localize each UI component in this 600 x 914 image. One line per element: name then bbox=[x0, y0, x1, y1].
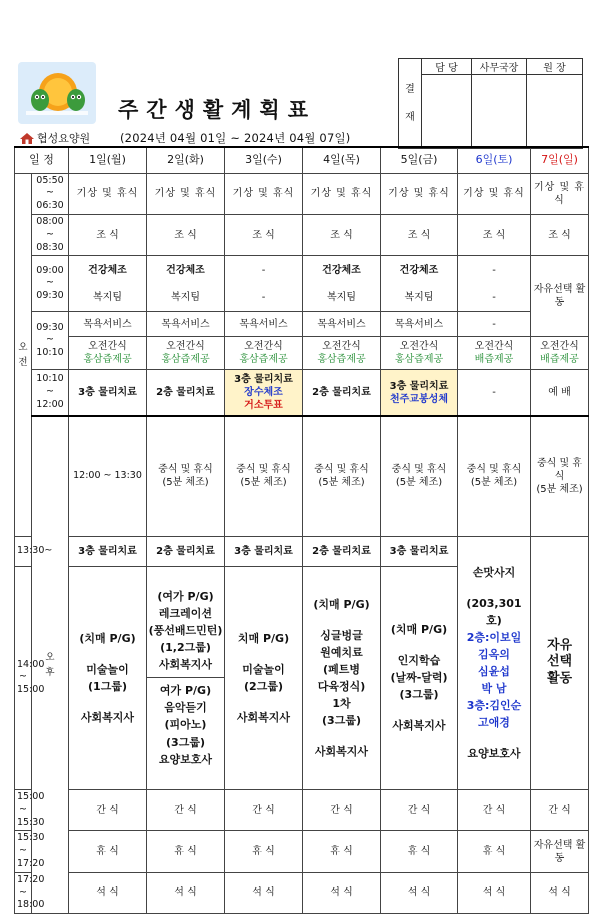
red-ginseng-label: 홍삼즙제공 bbox=[317, 354, 366, 366]
event-line: 미술놀이 bbox=[242, 662, 285, 676]
cell-dinner: 석 식 bbox=[69, 872, 147, 913]
cell-event-fri bbox=[381, 566, 458, 789]
corner-header: 일 정 bbox=[15, 147, 69, 173]
cell-snack-pm: 간 식 bbox=[381, 789, 458, 830]
sunrise-mascot-logo bbox=[18, 62, 96, 124]
weekly-schedule-table bbox=[14, 146, 589, 914]
lunch-label: 중식 및 휴식 bbox=[537, 457, 582, 482]
cell-pt2: 2층 물리치료 bbox=[147, 370, 225, 416]
pt3-label: 3층 물리치료 bbox=[234, 374, 293, 386]
cell-pt3: 3층 물리치료 bbox=[381, 536, 458, 566]
event-line: 박 남 bbox=[481, 681, 507, 695]
cell-dinner: 석 식 bbox=[303, 872, 381, 913]
cell-rest: 휴 식 bbox=[381, 831, 458, 872]
cell-snack-pm: 간 식 bbox=[225, 789, 303, 830]
event-line: 사회복지사 bbox=[236, 710, 291, 724]
day-header-wed: 3일(수) bbox=[225, 147, 303, 173]
event-line: (203,301호) bbox=[466, 596, 522, 627]
event-line: 선택 bbox=[546, 654, 573, 670]
house-icon bbox=[20, 133, 34, 144]
cell-snack-pm: 간 식 bbox=[303, 789, 381, 830]
cell-snack-pm: 간 식 bbox=[531, 789, 589, 830]
cell-dinner: 석 식 bbox=[147, 872, 225, 913]
cell-wake: 기상 및 휴식 bbox=[303, 173, 381, 214]
time-slot: 15:00 ~ 15:30 bbox=[15, 789, 32, 830]
cell-rest: 휴 식 bbox=[458, 831, 531, 872]
lunch-sub-label: (5분 체조) bbox=[395, 477, 443, 489]
event-line: 다육정식) bbox=[317, 679, 366, 693]
red-ginseng-label: 홍삼즙제공 bbox=[161, 354, 210, 366]
cell-lunch bbox=[381, 416, 458, 537]
cell-empty bbox=[225, 256, 303, 312]
lunch-sub-label: (5분 체조) bbox=[318, 477, 365, 489]
event-line: 사회복지사 bbox=[392, 719, 446, 733]
exercise-label: 건강체조 bbox=[399, 264, 439, 276]
cell-wake: 기상 및 휴식 bbox=[225, 173, 303, 214]
event-line: 고애경 bbox=[478, 716, 510, 730]
cell-pt2: 2층 물리치료 bbox=[147, 536, 225, 566]
event-line: (3그룹) bbox=[166, 735, 205, 749]
welfare-label: 복지팀 bbox=[93, 291, 122, 303]
approval-sign-director[interactable] bbox=[527, 75, 583, 149]
cell-free-choice: 자유선택 활동 bbox=[531, 831, 589, 872]
event-line: (풍선배드민턴) bbox=[148, 624, 223, 638]
cell-free-choice: 자유선택 활동 bbox=[531, 256, 589, 337]
event-line: 인지학습 bbox=[397, 654, 441, 668]
day-header-thu: 4일(목) bbox=[303, 147, 381, 173]
cell-wake: 기상 및 휴식 bbox=[69, 173, 147, 214]
cell-breakfast: 조 식 bbox=[69, 214, 147, 255]
approval-sign-secretary[interactable] bbox=[472, 75, 527, 149]
welfare-label: 복지팀 bbox=[404, 291, 434, 303]
approval-side-label bbox=[399, 59, 422, 149]
welfare-label: 복지팀 bbox=[171, 291, 200, 303]
day-header-fri: 5일(금) bbox=[381, 147, 458, 173]
cell-lunch bbox=[147, 416, 225, 537]
lunch-sub-label: (5분 체조) bbox=[536, 483, 583, 495]
event-line: (치매 P/G) bbox=[390, 623, 448, 637]
event-line: 음악듣기 bbox=[164, 701, 207, 715]
time-slot: 15:30 ~ 17:20 bbox=[15, 831, 32, 872]
event-line: (치매 P/G) bbox=[313, 597, 370, 611]
event-line: 심윤섭 bbox=[478, 664, 510, 678]
cell-snack-pm: 간 식 bbox=[69, 789, 147, 830]
event-line: (1그룹) bbox=[88, 679, 127, 693]
event-line: 활동 bbox=[546, 671, 573, 687]
cell-exercise-welfare bbox=[381, 256, 458, 312]
day-header-tue: 2일(화) bbox=[147, 147, 225, 173]
event-line: 레크레이션 bbox=[158, 607, 213, 621]
cell-snack-am bbox=[303, 337, 381, 370]
pear-label: 배즙제공 bbox=[540, 354, 579, 366]
longevity-label: 장수체조 bbox=[244, 387, 283, 399]
am-label-2: 전 bbox=[18, 356, 28, 368]
event-line: 사회복지사 bbox=[80, 710, 135, 724]
time-slot: 10:10 ~ 12:00 bbox=[32, 370, 69, 416]
walk-label: 거소투표 bbox=[244, 400, 283, 412]
lunch-label: 중식 및 휴식 bbox=[391, 464, 447, 476]
event-line: (날짜-달력) bbox=[390, 671, 448, 685]
am-label bbox=[15, 173, 32, 536]
cell-snack-am bbox=[381, 337, 458, 370]
event-line: 사회복지사 bbox=[314, 745, 369, 759]
cell-wake: 기상 및 휴식 bbox=[531, 173, 589, 214]
cell-pt3: 3층 물리치료 bbox=[69, 370, 147, 416]
event-line: (치매 P/G) bbox=[79, 631, 136, 645]
cell-bath: 목욕서비스 bbox=[225, 312, 303, 337]
time-slot: 09:30 ~ 10:10 bbox=[32, 312, 69, 370]
approval-side-1: 결 bbox=[405, 83, 415, 95]
exercise-label: 건강체조 bbox=[166, 264, 205, 276]
cell-bath: 목욕서비스 bbox=[303, 312, 381, 337]
day-header-sun: 7일(일) bbox=[531, 147, 589, 173]
event-line: 미술놀이 bbox=[86, 662, 129, 676]
cell-event-sat bbox=[458, 536, 531, 789]
event-line: 1차 bbox=[332, 696, 351, 710]
dash: - bbox=[261, 264, 266, 276]
cell-worship: 예 배 bbox=[531, 370, 589, 416]
event-line: 여가 P/G) bbox=[159, 684, 212, 698]
lunch-label: 중식 및 휴식 bbox=[314, 464, 369, 476]
cell-snack-am bbox=[531, 337, 589, 370]
cell-event-tue bbox=[147, 566, 225, 789]
red-ginseng-label: 홍삼즙제공 bbox=[394, 354, 444, 366]
cell-dinner: 석 식 bbox=[225, 872, 303, 913]
approval-col-secretary: 사무국장 bbox=[472, 59, 527, 75]
tue-event-a bbox=[147, 586, 224, 678]
event-line: 손맛사지 bbox=[472, 565, 516, 579]
cell-empty bbox=[458, 256, 531, 312]
approval-box bbox=[398, 58, 583, 149]
approval-col-manager: 담 당 bbox=[422, 59, 472, 75]
schedule-period: (2024년 04월 01일 ~ 2024년 04월 07일) bbox=[120, 131, 351, 145]
cell-pt-catholic bbox=[381, 370, 458, 416]
am-label-1: 오 bbox=[18, 341, 28, 353]
event-line: 자유 bbox=[546, 637, 573, 653]
time-slot: 12:00 ~ 13:30 bbox=[69, 416, 147, 537]
snack-am-label: 오전간식 bbox=[322, 341, 361, 353]
organization bbox=[20, 130, 90, 146]
dash: - bbox=[492, 264, 496, 276]
approval-side-2: 재 bbox=[405, 111, 415, 123]
cell-pt2: 2층 물리치료 bbox=[303, 536, 381, 566]
cell-rest: 휴 식 bbox=[225, 831, 303, 872]
lunch-sub-label: (5분 체조) bbox=[240, 477, 287, 489]
cell-snack-pm: 간 식 bbox=[147, 789, 225, 830]
cell-rest: 휴 식 bbox=[69, 831, 147, 872]
pt3-label: 3층 물리치료 bbox=[389, 380, 449, 392]
cell-breakfast: 조 식 bbox=[531, 214, 589, 255]
cell-lunch bbox=[458, 416, 531, 537]
cell-wake: 기상 및 휴식 bbox=[458, 173, 531, 214]
time-slot: 13:30~ bbox=[15, 536, 32, 566]
pm-label-1: 오 bbox=[45, 651, 55, 663]
cell-empty: - bbox=[458, 312, 531, 337]
red-ginseng-label: 홍삼즙제공 bbox=[239, 354, 288, 366]
cell-snack-pm: 간 식 bbox=[458, 789, 531, 830]
cell-breakfast: 조 식 bbox=[225, 214, 303, 255]
lunch-label: 중식 및 휴식 bbox=[466, 464, 522, 476]
cell-snack-am bbox=[147, 337, 225, 370]
cell-exercise-welfare bbox=[69, 256, 147, 312]
pear-label: 배즙제공 bbox=[474, 354, 514, 366]
time-slot: 14:00 ~ 15:00 bbox=[15, 566, 32, 789]
cell-empty: - bbox=[458, 370, 531, 416]
event-line: 김옥의 bbox=[478, 647, 510, 661]
event-line: (1,2그룹) bbox=[160, 641, 211, 655]
exercise-label: 건강체조 bbox=[88, 264, 127, 276]
cell-event-wed bbox=[225, 566, 303, 789]
organization-name: 협성요양원 bbox=[37, 132, 91, 145]
cell-bath: 목욕서비스 bbox=[381, 312, 458, 337]
cell-breakfast: 조 식 bbox=[381, 214, 458, 255]
event-line: 요양보호사 bbox=[158, 752, 213, 766]
dash: - bbox=[492, 291, 496, 303]
cell-wake: 기상 및 휴식 bbox=[147, 173, 225, 214]
day-header-mon: 1일(월) bbox=[69, 147, 147, 173]
cell-pt-exercise-walk bbox=[225, 370, 303, 416]
cell-snack-am bbox=[458, 337, 531, 370]
cell-breakfast: 조 식 bbox=[303, 214, 381, 255]
cell-pt3: 3층 물리치료 bbox=[69, 536, 147, 566]
event-line: (여가 P/G) bbox=[157, 590, 214, 604]
day-header-sat: 6일(토) bbox=[458, 147, 531, 173]
lunch-sub-label: (5분 체조) bbox=[162, 477, 209, 489]
snack-am-label: 오전간식 bbox=[399, 341, 439, 353]
cell-dinner: 석 식 bbox=[381, 872, 458, 913]
tue-event-b bbox=[147, 678, 224, 769]
pm-label-2: 후 bbox=[45, 667, 55, 679]
catholic-label: 천주교봉성체 bbox=[390, 393, 448, 405]
lunch-label: 중식 및 휴식 bbox=[158, 464, 213, 476]
event-line: (피아노) bbox=[164, 718, 207, 732]
event-line: (3그룹) bbox=[322, 713, 361, 727]
snack-am-label: 오전간식 bbox=[166, 341, 205, 353]
red-ginseng-label: 홍삼즙제공 bbox=[83, 354, 132, 366]
event-line: (페트병 bbox=[323, 662, 360, 676]
event-line: 사회복지사 bbox=[158, 658, 213, 672]
cell-breakfast: 조 식 bbox=[147, 214, 225, 255]
snack-am-label: 오전간식 bbox=[474, 341, 514, 353]
cell-event-mon bbox=[69, 566, 147, 789]
cell-bath: 목욕서비스 bbox=[147, 312, 225, 337]
snack-am-label: 오전간식 bbox=[88, 341, 127, 353]
cell-pt2: 2층 물리치료 bbox=[303, 370, 381, 416]
cell-lunch bbox=[531, 416, 589, 537]
cell-event-thu bbox=[303, 566, 381, 789]
time-slot: 09:00 ~ 09:30 bbox=[32, 256, 69, 312]
cell-lunch bbox=[225, 416, 303, 537]
approval-sign-manager[interactable] bbox=[422, 75, 472, 149]
cell-event-sun bbox=[531, 536, 589, 789]
cell-breakfast: 조 식 bbox=[458, 214, 531, 255]
cell-pt3: 3층 물리치료 bbox=[225, 536, 303, 566]
event-line: 2층:이보일 bbox=[466, 630, 522, 644]
cell-dinner: 석 식 bbox=[531, 872, 589, 913]
cell-snack-am bbox=[69, 337, 147, 370]
cell-rest: 휴 식 bbox=[147, 831, 225, 872]
event-line: 요양보호사 bbox=[467, 747, 521, 761]
lunch-sub-label: (5분 체조) bbox=[470, 477, 518, 489]
cell-wake: 기상 및 휴식 bbox=[381, 173, 458, 214]
snack-am-label: 오전간식 bbox=[244, 341, 283, 353]
cell-exercise-welfare bbox=[303, 256, 381, 312]
event-line: 원예치료 bbox=[320, 645, 363, 659]
dash: - bbox=[261, 291, 266, 303]
cell-lunch bbox=[303, 416, 381, 537]
event-line: 3층:김인순 bbox=[466, 698, 522, 712]
exercise-label: 건강체조 bbox=[322, 264, 361, 276]
event-line: 싱글벙글 bbox=[320, 628, 363, 642]
cell-exercise-welfare bbox=[147, 256, 225, 312]
event-line: 치매 P/G) bbox=[237, 631, 290, 645]
event-line: (3그룹) bbox=[399, 688, 439, 702]
page-title: 주간생활계획표 bbox=[118, 98, 317, 122]
event-line: (2그룹) bbox=[244, 679, 283, 693]
time-slot: 08:00 ~ 08:30 bbox=[32, 214, 69, 255]
time-slot: 17:20 ~ 18:00 bbox=[15, 872, 32, 913]
cell-rest: 휴 식 bbox=[303, 831, 381, 872]
welfare-label: 복지팀 bbox=[327, 291, 356, 303]
time-slot: 05:50 ~ 06:30 bbox=[32, 173, 69, 214]
snack-am-label: 오전간식 bbox=[540, 341, 579, 353]
approval-col-director: 원 장 bbox=[527, 59, 583, 75]
cell-snack-am bbox=[225, 337, 303, 370]
cell-dinner: 석 식 bbox=[458, 872, 531, 913]
lunch-label: 중식 및 휴식 bbox=[236, 464, 291, 476]
cell-bath: 목욕서비스 bbox=[69, 312, 147, 337]
